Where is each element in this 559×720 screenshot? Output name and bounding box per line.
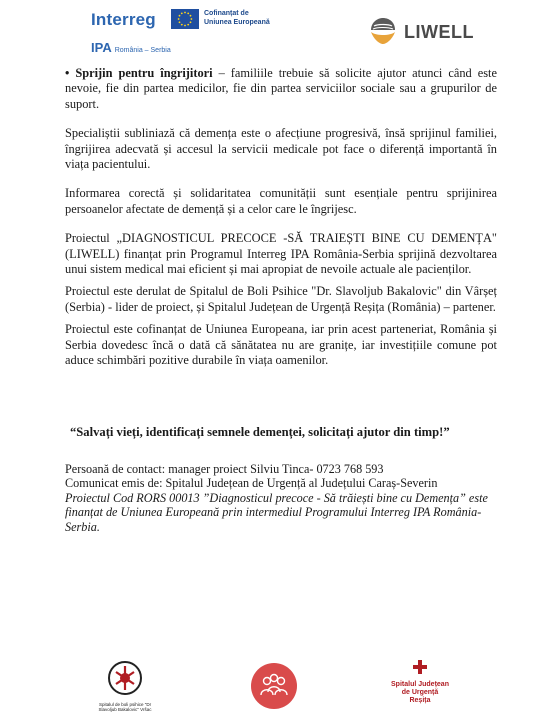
article-body (65, 66, 497, 383)
medical-cross-icon (413, 660, 427, 674)
contact-block (65, 462, 497, 534)
caregiver-support-heading: • Sprijin pentru îngrijitori (65, 66, 213, 80)
cofinanced-line-1: Cofinanțat de (204, 10, 249, 17)
resita-hospital-line-2: de Urgență (401, 689, 439, 696)
eu-flag-icon (171, 9, 199, 29)
interreg-wordmark: Interreg (91, 10, 156, 29)
paragraph-cofinancing: Proiectul este cofinanțat de Uniunea Europeana, iar prin acest parteneriat, România și Serbia dovedesc încă o dată că sănătatea nu are granițe, iar investițiile comune pot aduce schimbări pozitive durabile în viața oamenilor. (65, 322, 497, 368)
liwell-brain-icon (368, 16, 398, 46)
contact-person: Persoană de contact: manager proiect Silviu Tinca- 0723 768 593 (65, 462, 384, 476)
resita-hospital-logo (390, 660, 450, 708)
ipa-program-label: România – Serbia (114, 47, 171, 54)
cofinanced-label (204, 9, 270, 27)
vrsac-hospital-logo (98, 660, 152, 718)
resita-hospital-line-1: Spitalul Județean (391, 681, 449, 688)
project-funding-note: Proiectul Cod RORS 00013 ”Diagnosticul precoce - Să trăiești bine cu Demența” este finanțat de Uniunea Europeană prin intermediul Programului Interreg IPA România-Serbia. (65, 490, 488, 534)
cofinanced-line-2: Uniunea Europeană (204, 19, 270, 26)
issued-by: Comunicat emis de: Spitalul Județean de Urgență al Județului Caraș-Severin (65, 476, 438, 491)
paragraph-caregiver-support (65, 66, 497, 112)
people-group-icon (251, 663, 297, 709)
interreg-logo (91, 10, 171, 55)
paragraph-project-partners: Proiectul este derulat de Spitalul de Boli Psihice "Dr. Slavoljub Bakalovic" din Vârșeț (Serbia) - lider de proiect, și Spitalul Județean de Urgență Reșița (România) – partener. (65, 284, 497, 314)
paragraph-specialists: Specialiștii subliniază că demența este o afecțiune progresivă, însă sprijinul familiei, îngrijirea adecvată și accesul la servicii medicale pot face o diferență importantă în viața pacientului. (65, 126, 497, 172)
paragraph-project-description: Proiectul „DIAGNOSTICUL PRECOCE -SĂ TRAIEȘTI BINE CU DEMENȚA" (LIWELL) finanțat prin Programul Interreg IPA România-Serbia sprijină dezvoltarea unui sistem medical mai eficient și mai apropiat de nevoile actuale ale pacienților. (65, 231, 497, 277)
page-header (0, 0, 559, 60)
liwell-wordmark: LIWELL (404, 22, 474, 42)
ipa-label: IPA (91, 40, 112, 55)
vrsac-hospital-emblem-icon (98, 660, 152, 696)
campaign-slogan: “Salvați vieți, identificați semnele demenței, solicitați ajutor din timp!” (70, 425, 450, 439)
resita-hospital-name (390, 681, 450, 705)
resita-hospital-line-3: Reșița (409, 697, 431, 704)
vrsac-hospital-label: Spitalul de boli psihice "Dr Slavoljub Bakalovic" Vršac (98, 702, 152, 712)
caregiver-support-text: – familiile trebuie să solicite ajutor atunci când este nevoie, fie din partea medicilor, fie din partea serviciilor sociale sau a grupurilor de suport. (65, 66, 497, 111)
interreg-program-line (91, 39, 171, 57)
paragraph-information: Informarea corectă și solidaritatea comunității sunt esențiale pentru sprijinirea persoanelor afectate de demență și a celor care le îngrijesc. (65, 186, 497, 216)
